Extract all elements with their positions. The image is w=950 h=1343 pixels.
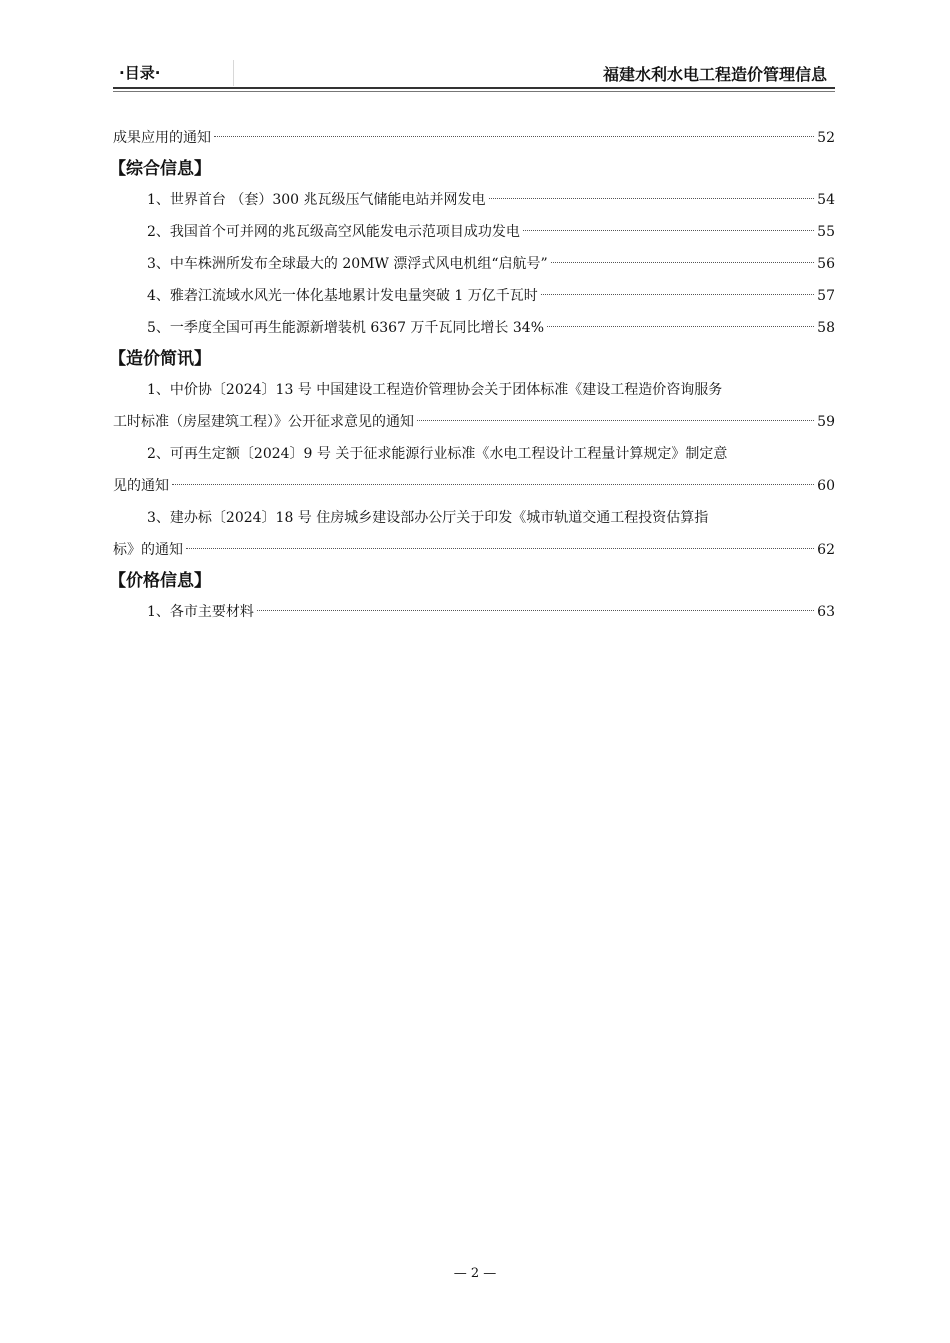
toc-entry[interactable]	[113, 184, 835, 216]
toc-entry-page: 56	[817, 256, 835, 272]
dot-leader	[541, 294, 814, 295]
header-divider	[233, 60, 234, 86]
toc-entry-title-line1: 3、建办标〔2024〕18 号 住房城乡建设部办公厅关于印发《城市轨道交通工程投资估算指	[147, 510, 709, 526]
toc-entry[interactable]	[113, 502, 835, 566]
toc-entry-title-line2: 工时标准（房屋建筑工程）》公开征求意见的通知	[113, 414, 414, 430]
toc-entry-page: 60	[817, 478, 835, 494]
toc-entry-title: 4、雅砻江流域水风光一体化基地累计发电量突破 1 万亿千瓦时	[147, 288, 538, 304]
toc-entry-title: 1、世界首台 （套）300 兆瓦级压气储能电站并网发电	[147, 192, 486, 208]
toc-entry[interactable]	[113, 596, 835, 628]
toc-entry-title-line2: 标》的通知	[113, 542, 183, 558]
toc-entry-title: 2、我国首个可并网的兆瓦级高空风能发电示范项目成功发电	[147, 224, 520, 240]
page-number: — 2 —	[453, 1266, 497, 1281]
dot-leader	[214, 136, 814, 137]
toc-entry-title-line1: 1、中价协〔2024〕13 号 中国建设工程造价管理协会关于团体标准《建设工程造价咨询服务	[147, 382, 723, 398]
dot-leader	[523, 230, 814, 231]
dot-leader	[257, 610, 814, 611]
page-header	[113, 58, 835, 88]
toc-entry[interactable]	[113, 312, 835, 344]
toc-entry-title: 1、各市主要材料	[147, 604, 254, 620]
toc-entry[interactable]	[113, 374, 835, 438]
header-rule-thin	[113, 91, 835, 92]
toc-entry-title-line2: 见的通知	[113, 478, 169, 494]
toc-entry[interactable]	[113, 122, 835, 154]
section-heading: 【造价简讯】	[109, 349, 211, 369]
toc-entry-page: 54	[817, 192, 835, 208]
toc-entry-title-line1: 2、可再生定额〔2024〕9 号 关于征求能源行业标准《水电工程设计工程量计算规定》制定意	[147, 446, 728, 462]
toc-entry-page: 59	[817, 414, 835, 430]
dot-leader	[186, 548, 814, 549]
header-rule-thick	[113, 87, 835, 89]
toc-entry-page: 58	[817, 320, 835, 336]
section-heading: 【价格信息】	[109, 571, 211, 591]
toc-entry[interactable]	[113, 280, 835, 312]
header-publication-title: 福建水利水电工程造价管理信息	[602, 65, 827, 84]
toc-entry[interactable]	[113, 248, 835, 280]
toc-entry[interactable]	[113, 438, 835, 502]
table-of-contents	[109, 122, 835, 628]
toc-entry-title: 成果应用的通知	[113, 130, 211, 146]
section-heading: 【综合信息】	[109, 159, 211, 179]
dot-leader	[551, 262, 815, 263]
header-section-label: ·目录·	[119, 64, 161, 82]
dot-leader	[172, 484, 814, 485]
dot-leader	[417, 420, 814, 421]
toc-entry-title: 5、一季度全国可再生能源新增装机 6367 万千瓦同比增长 34%	[147, 320, 545, 336]
dot-leader	[547, 326, 814, 327]
toc-entry-page: 55	[817, 224, 835, 240]
toc-entry-title: 3、中车株洲所发布全球最大的 20MW 漂浮式风电机组“启航号”	[147, 256, 548, 272]
toc-entry-page: 62	[817, 542, 835, 558]
dot-leader	[489, 198, 815, 199]
toc-entry[interactable]	[113, 216, 835, 248]
toc-entry-page: 63	[817, 604, 835, 620]
toc-entry-page: 52	[817, 130, 835, 146]
toc-entry-page: 57	[817, 288, 835, 304]
